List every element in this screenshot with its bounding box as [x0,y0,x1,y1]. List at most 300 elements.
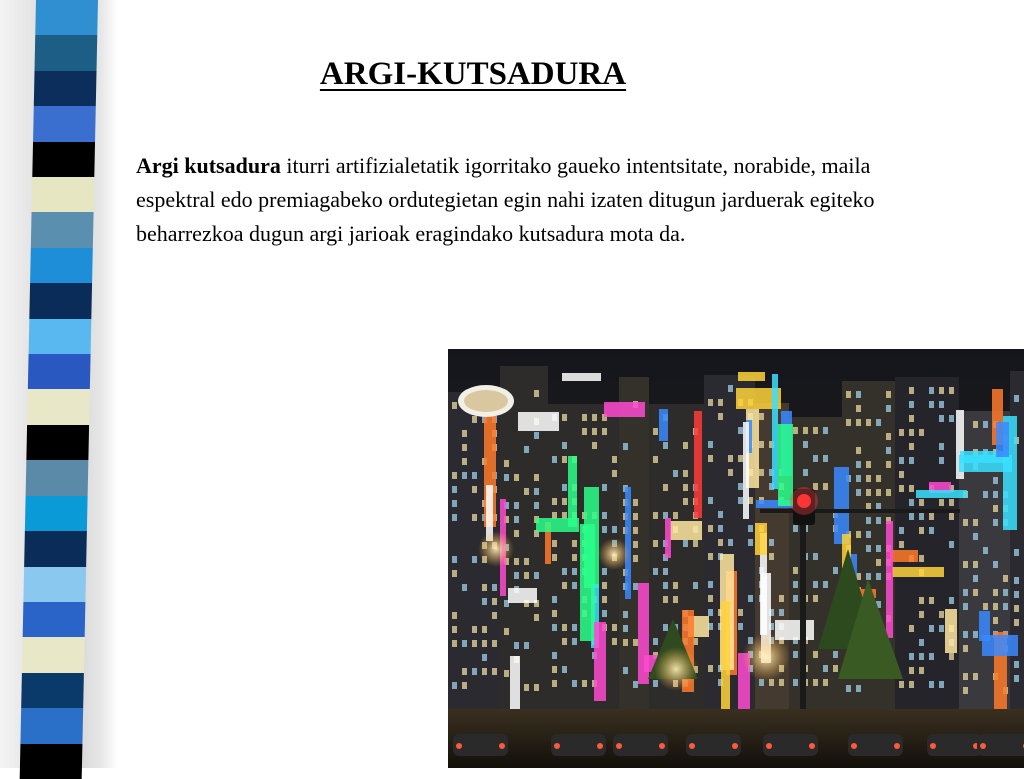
building-window [929,527,934,534]
building-window [472,514,477,521]
building-window [939,457,944,464]
building-window [472,472,477,479]
building-window [562,624,567,631]
building-window [929,387,934,394]
car-light [930,743,936,749]
building-window [973,561,978,568]
building-window [462,640,467,647]
building-window [939,443,944,450]
building-window [983,547,988,554]
building-window [899,457,904,464]
building-window [623,667,628,674]
neon-sign [996,422,1009,457]
building-window [633,583,638,590]
building-window [562,512,567,519]
building-window [673,582,678,589]
strip-band [35,0,98,35]
building-window [973,631,978,638]
building-window [452,626,457,633]
building-window [452,486,457,493]
building-window [963,687,968,694]
building-window [514,474,519,481]
building-window [856,685,861,692]
building-window [973,673,978,680]
strip-band [27,389,90,424]
building-window [919,513,924,520]
building-window [886,489,891,496]
building-window [939,611,944,618]
building-window [876,573,881,580]
car-light [894,743,900,749]
building-window [919,611,924,618]
building-window [949,597,954,604]
building-window [633,513,638,520]
building-window [909,681,914,688]
building-window [866,573,871,580]
building-window [472,486,477,493]
building-window [673,470,678,477]
strip-band [33,106,96,141]
building-window [866,517,871,524]
building-window [452,556,457,563]
building-window [876,559,881,566]
building-window [514,502,519,509]
building-window [683,484,688,491]
building-window [482,626,487,633]
building-window [823,483,828,490]
building-window [552,456,557,463]
building-window [909,513,914,520]
building-window [524,558,529,565]
building-window [708,553,713,560]
building-window [728,539,733,546]
neon-sign [721,601,730,713]
building-window [562,638,567,645]
building-window [653,638,658,645]
building-window [919,429,924,436]
building-window [492,584,497,591]
building-window [534,488,539,495]
building-window [823,665,828,672]
building-window [708,581,713,588]
building-window [899,541,904,548]
building-window [472,626,477,633]
building-window [1003,603,1008,610]
building-window [793,581,798,588]
building-window [728,469,733,476]
building-window [748,525,753,532]
building-window [562,484,567,491]
neon-sign [562,373,601,381]
building-window [663,484,668,491]
building-window [514,558,519,565]
building-window [866,461,871,468]
building-window [452,570,457,577]
building-window [572,568,577,575]
building-window [876,517,881,524]
building-window [612,638,617,645]
strip-band [22,637,85,672]
building-window [472,416,477,423]
building-window [1014,619,1019,626]
building-window [462,584,467,591]
building-window [534,502,539,509]
building-window [949,513,954,520]
building-window [708,665,713,672]
building-window [793,525,798,532]
building-window [562,568,567,575]
building-window [602,610,607,617]
building-window [552,498,557,505]
building-window [708,497,713,504]
building-window [899,681,904,688]
car-light [616,743,622,749]
building-window [856,405,861,412]
neon-sign [568,456,577,527]
building-window [633,639,638,646]
building-window [718,413,723,420]
building-window [813,483,818,490]
building-window [993,617,998,624]
building-window [949,415,954,422]
building-window [592,414,597,421]
building-window [813,553,818,560]
building-window [552,610,557,617]
building-window [602,484,607,491]
building-window [993,477,998,484]
building-window [492,640,497,647]
building-window [833,651,838,658]
building-window [673,512,678,519]
building-window [602,582,607,589]
building-window [919,597,924,604]
building-window [592,428,597,435]
building-window [939,401,944,408]
building-window [846,419,851,426]
building-window [1003,589,1008,596]
neon-sign [755,523,767,555]
building-window [748,539,753,546]
building-window [534,572,539,579]
building-window [552,666,557,673]
building-window [708,399,713,406]
building-window [803,469,808,476]
building-window [856,461,861,468]
building-window [748,595,753,602]
building-window [909,625,914,632]
building-window [572,624,577,631]
car-light [554,743,560,749]
building-window [693,582,698,589]
building-window [572,638,577,645]
building-window [663,442,668,449]
building-window [472,668,477,675]
building-window [738,623,743,630]
building-window [886,433,891,440]
building-window [866,489,871,496]
building-window [612,456,617,463]
building-window [833,665,838,672]
building-window [633,681,638,688]
building-window [552,512,557,519]
building-window [886,447,891,454]
building-window [949,499,954,506]
building-window [899,471,904,478]
neon-sign [775,620,814,640]
building-window [1014,605,1019,612]
strip-band [24,531,87,566]
building-window [866,545,871,552]
building-window [708,609,713,616]
building-window [492,668,497,675]
car-light [456,743,462,749]
building-window [993,505,998,512]
building-window [813,651,818,658]
building-window [592,442,597,449]
neon-sign [778,424,793,506]
building-window [462,458,467,465]
building-window [899,485,904,492]
strip-band [23,602,86,637]
building-window [602,512,607,519]
building-window [462,472,467,479]
building-window [919,639,924,646]
building-window [504,670,509,677]
building-window [524,684,529,691]
building-window [552,554,557,561]
building-window [813,427,818,434]
building-window [653,568,658,575]
building-window [1014,675,1019,682]
building-window [728,455,733,462]
building-window [876,503,881,510]
building-window [534,432,539,439]
building-window [1014,395,1019,402]
building-window [813,595,818,602]
building-window [909,415,914,422]
building-window [708,441,713,448]
building-window [524,642,529,649]
strip-band [28,354,91,389]
building-window [504,474,509,481]
building-window [572,554,577,561]
building-window [856,391,861,398]
building-window [876,419,881,426]
building-window [886,391,891,398]
building-window [866,419,871,426]
building-window [939,625,944,632]
building-window [866,531,871,538]
car-light [732,743,738,749]
building-window [793,567,798,574]
building-window [973,589,978,596]
building-window [929,625,934,632]
paragraph-term: Argi kutsadura [136,153,281,178]
building-window [823,581,828,588]
neon-sign [508,588,537,603]
building-window [718,539,723,546]
building-window [856,531,861,538]
car-light [766,743,772,749]
building-window [612,624,617,631]
building-window [708,595,713,602]
building-window [653,680,658,687]
building-window [612,470,617,477]
building-window [602,568,607,575]
building-window [929,401,934,408]
neon-sign [670,521,702,540]
building-window [534,390,539,397]
building-window [462,668,467,675]
neon-sign [892,567,944,577]
car-light [659,743,665,749]
building-window [919,555,924,562]
building-window [504,460,509,467]
building-window [929,653,934,660]
building-window [866,503,871,510]
building-window [919,499,924,506]
neon-sign [743,422,749,519]
building-window [562,498,567,505]
building-window [823,427,828,434]
building-window [462,430,467,437]
building-window [949,541,954,548]
building-window [524,488,529,495]
building-window [803,427,808,434]
building-window [562,582,567,589]
building-window [602,428,607,435]
strip-band [26,425,89,460]
building-window [759,469,764,476]
building-window [653,540,658,547]
building-window [963,603,968,610]
building-window [983,603,988,610]
building-window [552,596,557,603]
building-window [866,475,871,482]
building-window [452,500,457,507]
neon-sign [738,372,765,381]
building-window [482,640,487,647]
building-window [452,682,457,689]
building-window [663,624,668,631]
building-window [963,631,968,638]
building-window [482,584,487,591]
neon-sign [604,402,645,417]
car-light [689,743,695,749]
strip-band [29,319,92,354]
building-window [738,483,743,490]
building-window [514,516,519,523]
building-window [534,614,539,621]
building-window [623,639,628,646]
building-window [492,598,497,605]
building-window [728,385,733,392]
neon-sign [518,412,559,431]
building-window [949,653,954,660]
neon-sign [625,487,631,599]
building-window [813,581,818,588]
building-window [963,589,968,596]
strip-band [31,212,94,247]
building-window [472,640,477,647]
building-window [683,498,688,505]
building-window [552,624,557,631]
neon-sign [886,521,893,638]
car-light [809,743,815,749]
building-window [1003,575,1008,582]
building-window [633,541,638,548]
building-window [552,540,557,547]
building-window [856,447,861,454]
building-window [623,611,628,618]
building-window [793,679,798,686]
neon-sign [580,524,595,641]
car-light [851,743,857,749]
building-window [653,512,658,519]
building-window [452,514,457,521]
car-light [597,743,603,749]
strip-band [30,248,93,283]
building-window [472,556,477,563]
building-window [963,673,968,680]
building-window [769,553,774,560]
building-window [524,572,529,579]
building-window [823,679,828,686]
building-window [909,429,914,436]
strip-band [21,673,84,708]
neon-sign [665,518,671,558]
building-window [602,526,607,533]
building-window [909,457,914,464]
building-window [673,596,678,603]
slide-title: ARGI-KUTSADURA [319,56,627,92]
building-window [909,443,914,450]
building-window [779,679,784,686]
strip-band [20,708,83,743]
building-window [524,446,529,453]
building-window [602,596,607,603]
building-window [514,642,519,649]
neon-sign [959,455,1012,472]
neon-sign [945,609,957,653]
building-window [993,519,998,526]
strip-band [32,177,95,212]
building-window [653,456,658,463]
strip-band [26,460,89,495]
building-window [534,684,539,691]
building-window [623,625,628,632]
building-window [738,609,743,616]
building-window [663,512,668,519]
building-window [623,443,628,450]
building-window [856,475,861,482]
building-window [983,491,988,498]
building-window [973,421,978,428]
building-window [718,399,723,406]
building-window [663,596,668,603]
building-window [718,511,723,518]
building-window [973,519,978,526]
building-window [963,645,968,652]
building-window [993,491,998,498]
building-window [919,653,924,660]
building-window [929,681,934,688]
building-window [633,555,638,562]
building-window [482,668,487,675]
building-window [492,612,497,619]
neon-sign [659,409,668,441]
building-window [983,421,988,428]
